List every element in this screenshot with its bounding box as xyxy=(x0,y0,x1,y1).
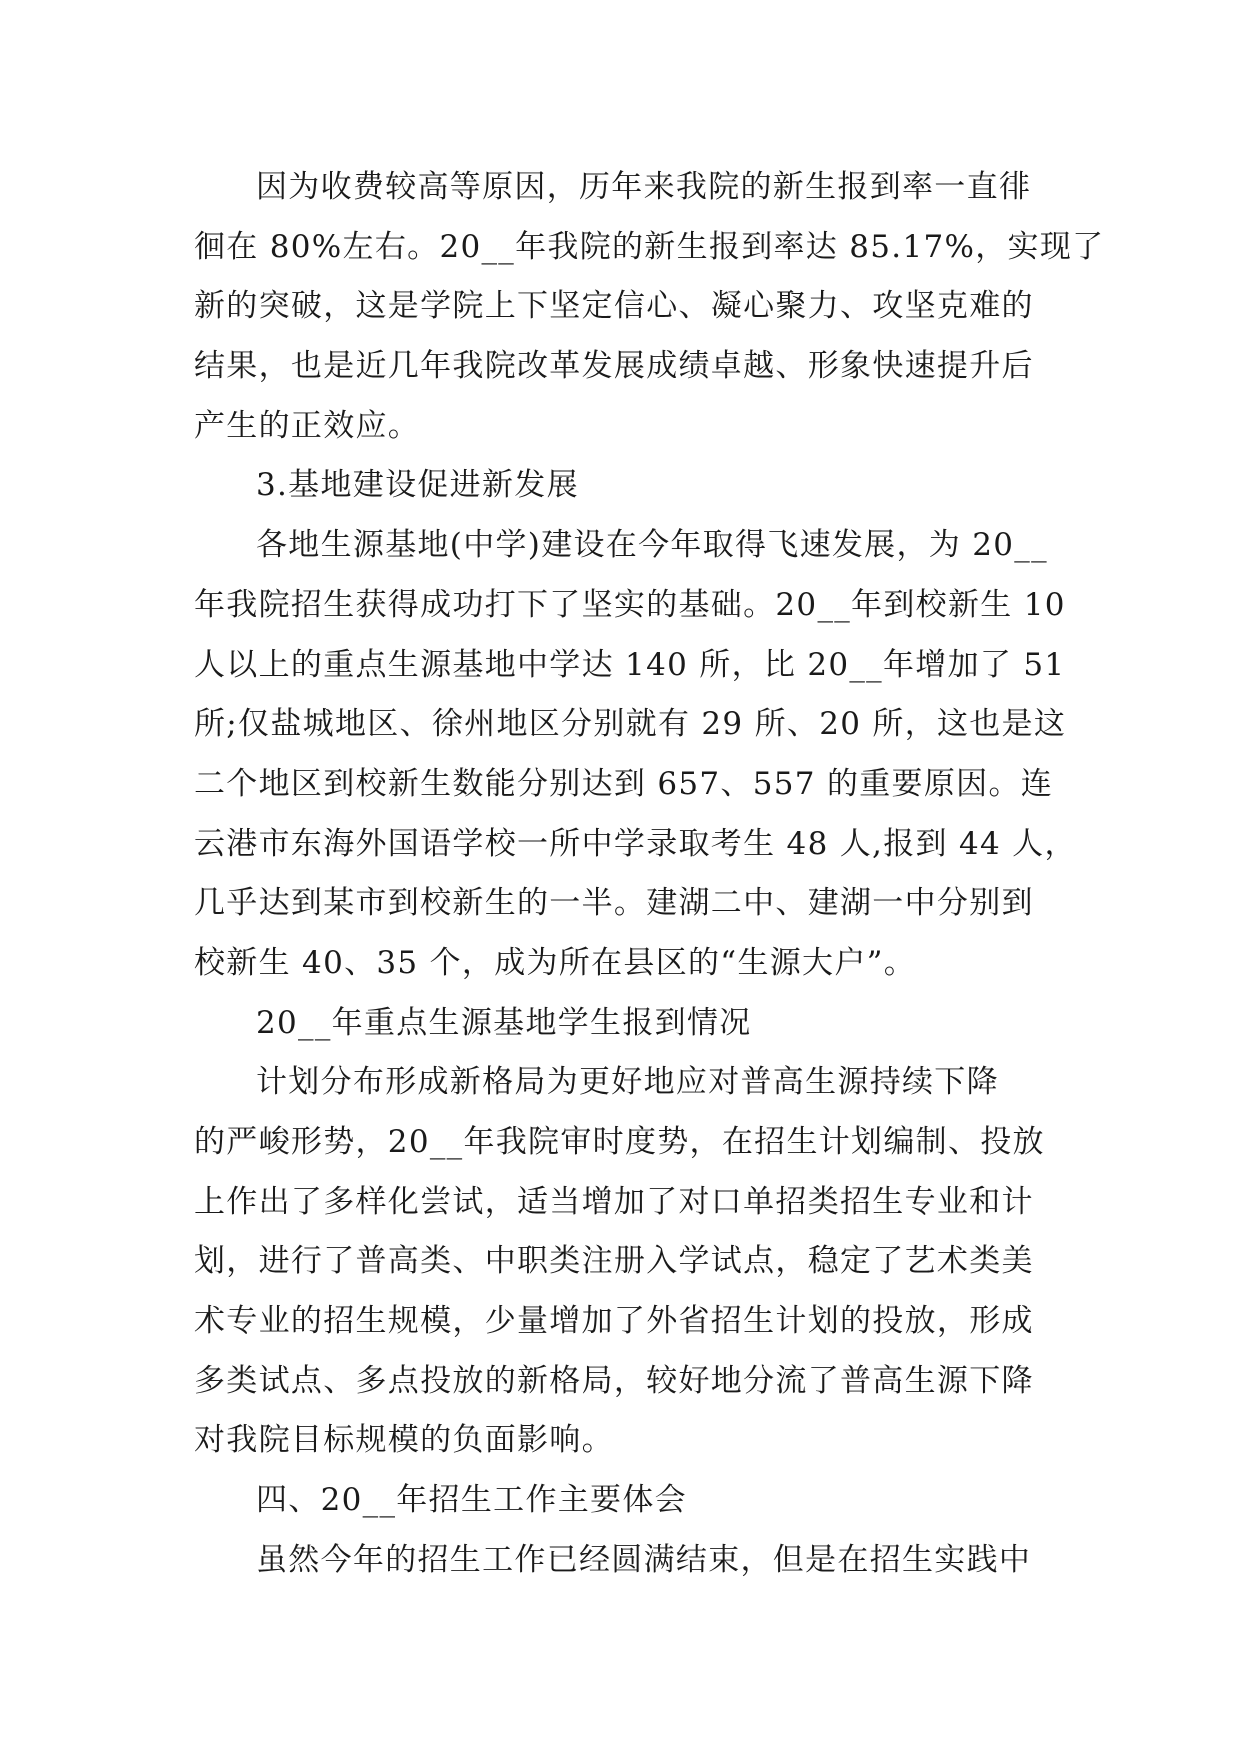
text-line: 云港市东海外国语学校一所中学录取考生 48 人,报到 44 人， xyxy=(194,825,1077,862)
text-line: 几乎达到某市到校新生的一半。建湖二中、建湖一中分别到 xyxy=(194,885,1034,922)
text-line: 人以上的重点生源基地中学达 140 所，比 20__年增加了 51 xyxy=(194,646,1066,683)
text-line: 多类试点、多点投放的新格局，较好地分流了普高生源下降 xyxy=(194,1362,1034,1399)
text-line: 新的突破，这是学院上下坚定信心、凝心聚力、攻坚克难的 xyxy=(194,288,1034,325)
text-line: 虽然今年的招生工作已经圆满结束，但是在招生实践中 xyxy=(256,1541,1032,1578)
text-line: 因为收费较高等原因，历年来我院的新生报到率一直徘 xyxy=(256,169,1032,205)
text-line: 的严峻形势，20__年我院审时度势，在招生计划编制、投放 xyxy=(194,1124,1045,1160)
text-line: 二个地区到校新生数能分别达到 657、557 的重要原因。连 xyxy=(194,765,1054,802)
text-line: 20__年重点生源基地学生报到情况 xyxy=(256,1004,752,1041)
text-line: 校新生 40、35 个，成为所在县区的“生源大户”。 xyxy=(194,944,917,981)
text-line: 术专业的招生规模，少量增加了外省招生计划的投放，形成 xyxy=(194,1303,1034,1340)
text-line: 上作出了多样化尝试，适当增加了对口单招类招生专业和计 xyxy=(194,1183,1034,1220)
body-text xyxy=(194,158,1105,1591)
text-line: 各地生源基地(中学)建设在今年取得飞速发展，为 20__ xyxy=(256,527,1048,564)
text-line: 计划分布形成新格局为更好地应对普高生源持续下降 xyxy=(256,1064,999,1101)
text-line: 年我院招生获得成功打下了坚实的基础。20__年到校新生 10 xyxy=(194,586,1066,623)
text-line: 划，进行了普高类、中职类注册入学试点，稳定了艺术类美 xyxy=(194,1243,1034,1280)
text-line: 四、20__年招生工作主要体会 xyxy=(256,1482,687,1519)
text-line: 所;仅盐城地区、徐州地区分别就有 29 所、20 所，这也是这 xyxy=(194,706,1067,743)
text-line: 结果，也是近几年我院改革发展成绩卓越、形象快速提升后 xyxy=(194,348,1034,385)
text-line: 对我院目标规模的负面影响。 xyxy=(194,1422,614,1459)
text-line: 徊在 80%左右。20__年我院的新生报到率达 85.17%，实现了 xyxy=(194,228,1105,265)
text-line: 产生的正效应。 xyxy=(194,407,421,444)
text-line: 3.基地建设促进新发展 xyxy=(256,467,579,504)
